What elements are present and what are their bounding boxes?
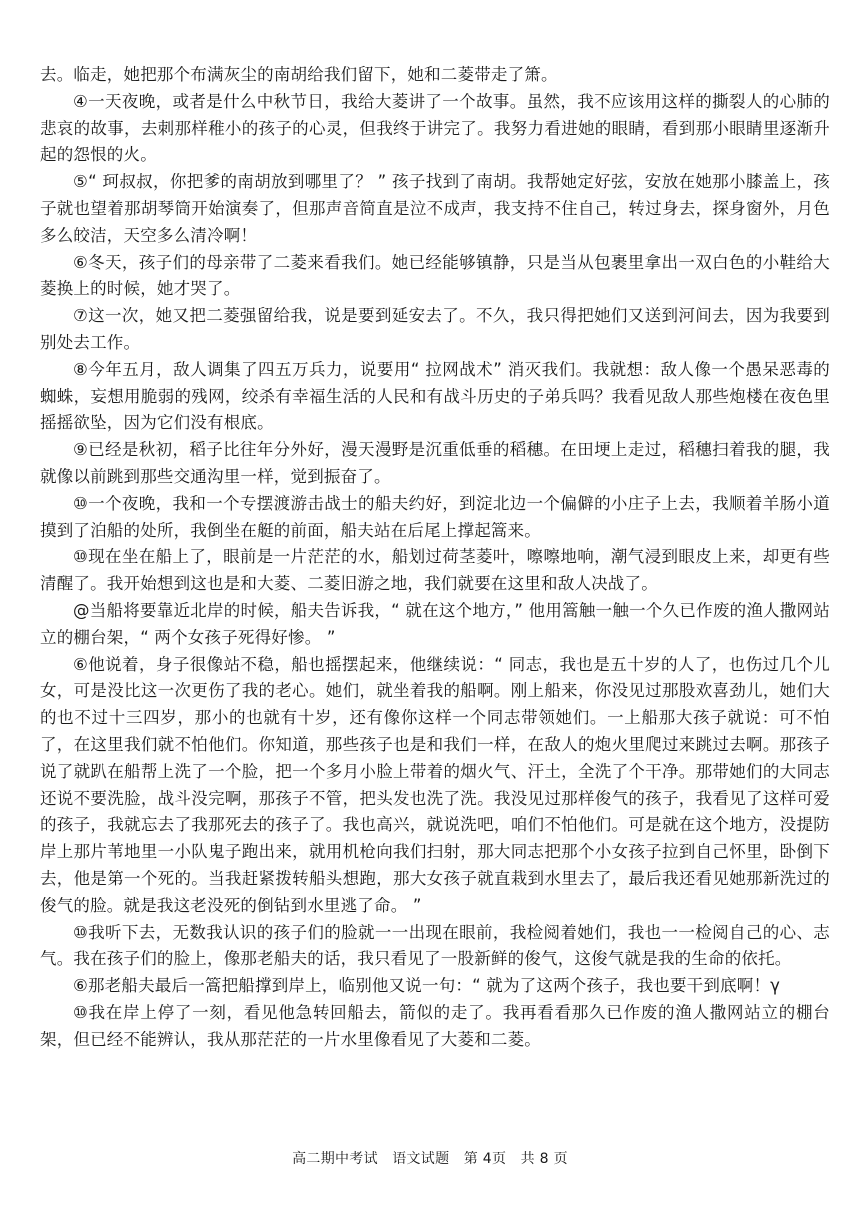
paragraph-7: ⑨已经是秋初，稻子比往年分外好，漫天漫野是沉重低垂的稻穗。在田埂上走过，稻穗扫着我的腿，我就像以前跳到那些交通沟里一样，觉到振奋了。 <box>40 440 830 486</box>
paragraph-3: ⑤“ 珂叔叔，你把爹的南胡放到哪里了？ ” 孩子找到了南胡。我帮她定好弦，安放在她那小膝盖上，孩子就也望着那胡琴筒开始演奏了，但那声音简直是泣不成声，我支持不住自己，转过身去，探身窗外，月色多么皎洁，天空多么清冷啊！ <box>40 172 830 245</box>
paragraph-12: ⑩我听下去，无数我认识的孩子们的脸就一一出现在眼前，我检阅着她们，我也一一检阅自己的心、志气。我在孩子们的脸上，像那老船夫的话，我只看见了一股新鲜的俊气，这俊气就是我的生命的依托。 <box>40 922 830 969</box>
paragraph-11: ⑥他说着，身子很像站不稳，船也摇摆起来，他继续说：“ 同志，我也是五十岁的人了，也伤过几个儿女，可是没比这一次更伤了我的老心。她们，就坐着我的船啊。刚上船来，你没见过那股欢喜劲儿，她们大的也不过十三四岁，那小的也就有十岁，还有像你这样一个同志带领她们。一上船那大孩子就说：可不怕了，在这里我们就不怕他们。你知道，那些孩子也是和我们一样，在敌人的炮火里爬过来跳过去啊。那孩子说了就趴在船帮上洗了一个脸，把一个多月小脸上带着的烟火气、汗土，全洗了个干净。那带她们的大同志还说不要洗脸，战斗没完啊，那孩子不管，把头发也洗了洗。我没见过那样俊气的孩子，我看见了这样可爱的孩子，我就忘去了我那死去的孩子了。我也高兴，就说洗吧，咱们不怕他们。可是就在这个地方，没提防岸上那片苇地里一小队鬼子跑出来，就用机枪向我们扫射，那大同志把那个小女孩子拉到自己怀里，卧倒下去，他是第一个死的。当我赶紧拨转船头想跑，那大女孩子就直栽到水里去了，最后我还看见她那新洗过的俊气的脸。就是我这老没死的倒钻到水里逃了命。 ” <box>40 654 830 915</box>
page-footer: 高二期中考试 语文试题 第 4页 共 8 页 <box>292 1151 568 1167</box>
paragraph-8: ⑩一个夜晚，我和一个专摆渡游击战士的船夫约好，到淀北边一个偏僻的小庄子上去，我顺着羊肠小道摸到了泊船的处所，我倒坐在艇的前面，船夫站在后尾上撑起篙来。 <box>40 493 830 540</box>
paragraph-4: ⑥冬天，孩子们的母亲带了二菱来看我们。她已经能够镇静，只是当从包裹里拿出一双白色的小鞋给大菱换上的时候，她才哭了。 <box>40 252 830 299</box>
paragraph-9: ⑩现在坐在船上了，眼前是一片茫茫的水，船划过荷茎菱叶，嚓嚓地响，潮气浸到眼皮上来，却更有些清醒了。我开始想到这也是和大菱、二菱旧游之地，我们就要在这里和敌人决战了。 <box>40 547 830 594</box>
paragraph-2: ④一天夜晚，或者是什么中秋节日，我给大菱讲了一个故事。虽然，我不应该用这样的撕裂人的心肺的悲哀的故事，去刺那样稚小的孩子的心灵，但我终于讲完了。我努力看进她的眼睛，看到那小眼睛里逐渐升起的怨恨的火。 <box>40 91 830 165</box>
paragraph-13: ⑥那老船夫最后一篙把船撑到岸上，临别他又说一句：“ 就为了这两个孩子，我也要干到底啊！γ <box>73 976 781 996</box>
paragraph-14: ⑩我在岸上停了一刻，看见他急转回船去，箭似的走了。我再看看那久已作废的渔人撒网站立的棚台架，但已经不能辨认，我从那茫茫的一片水里像看见了大菱和二菱。 <box>40 1002 830 1049</box>
document-body <box>40 62 830 1053</box>
paragraph-10: @当船将要靠近北岸的时候，船夫告诉我，“ 就在这个地方，” 他用篙触一触一个久已作废的渔人撒网站立的棚台架，“ 两个女孩子死得好惨。 ” <box>40 600 830 647</box>
paragraph-6: ⑧今年五月，敌人调集了四五万兵力，说要用“ 拉网战术” 消灭我们。我就想：敌人像一个愚呆恶毒的蜘蛛，妄想用脆弱的残网，绞杀有幸福生活的人民和有战斗历史的子弟兵吗？我看见敌人那些炮楼在夜色里摇摇欲坠，因为它们没有根底。 <box>40 359 830 433</box>
paragraph-5: ⑦这一次，她又把二菱强留给我，说是要到延安去了。不久，我只得把她们又送到河间去，因为我要到别处去工作。 <box>40 306 830 352</box>
paragraph-1: 去。临走，她把那个布满灰尘的南胡给我们留下，她和二菱带走了箫。 <box>40 65 558 84</box>
